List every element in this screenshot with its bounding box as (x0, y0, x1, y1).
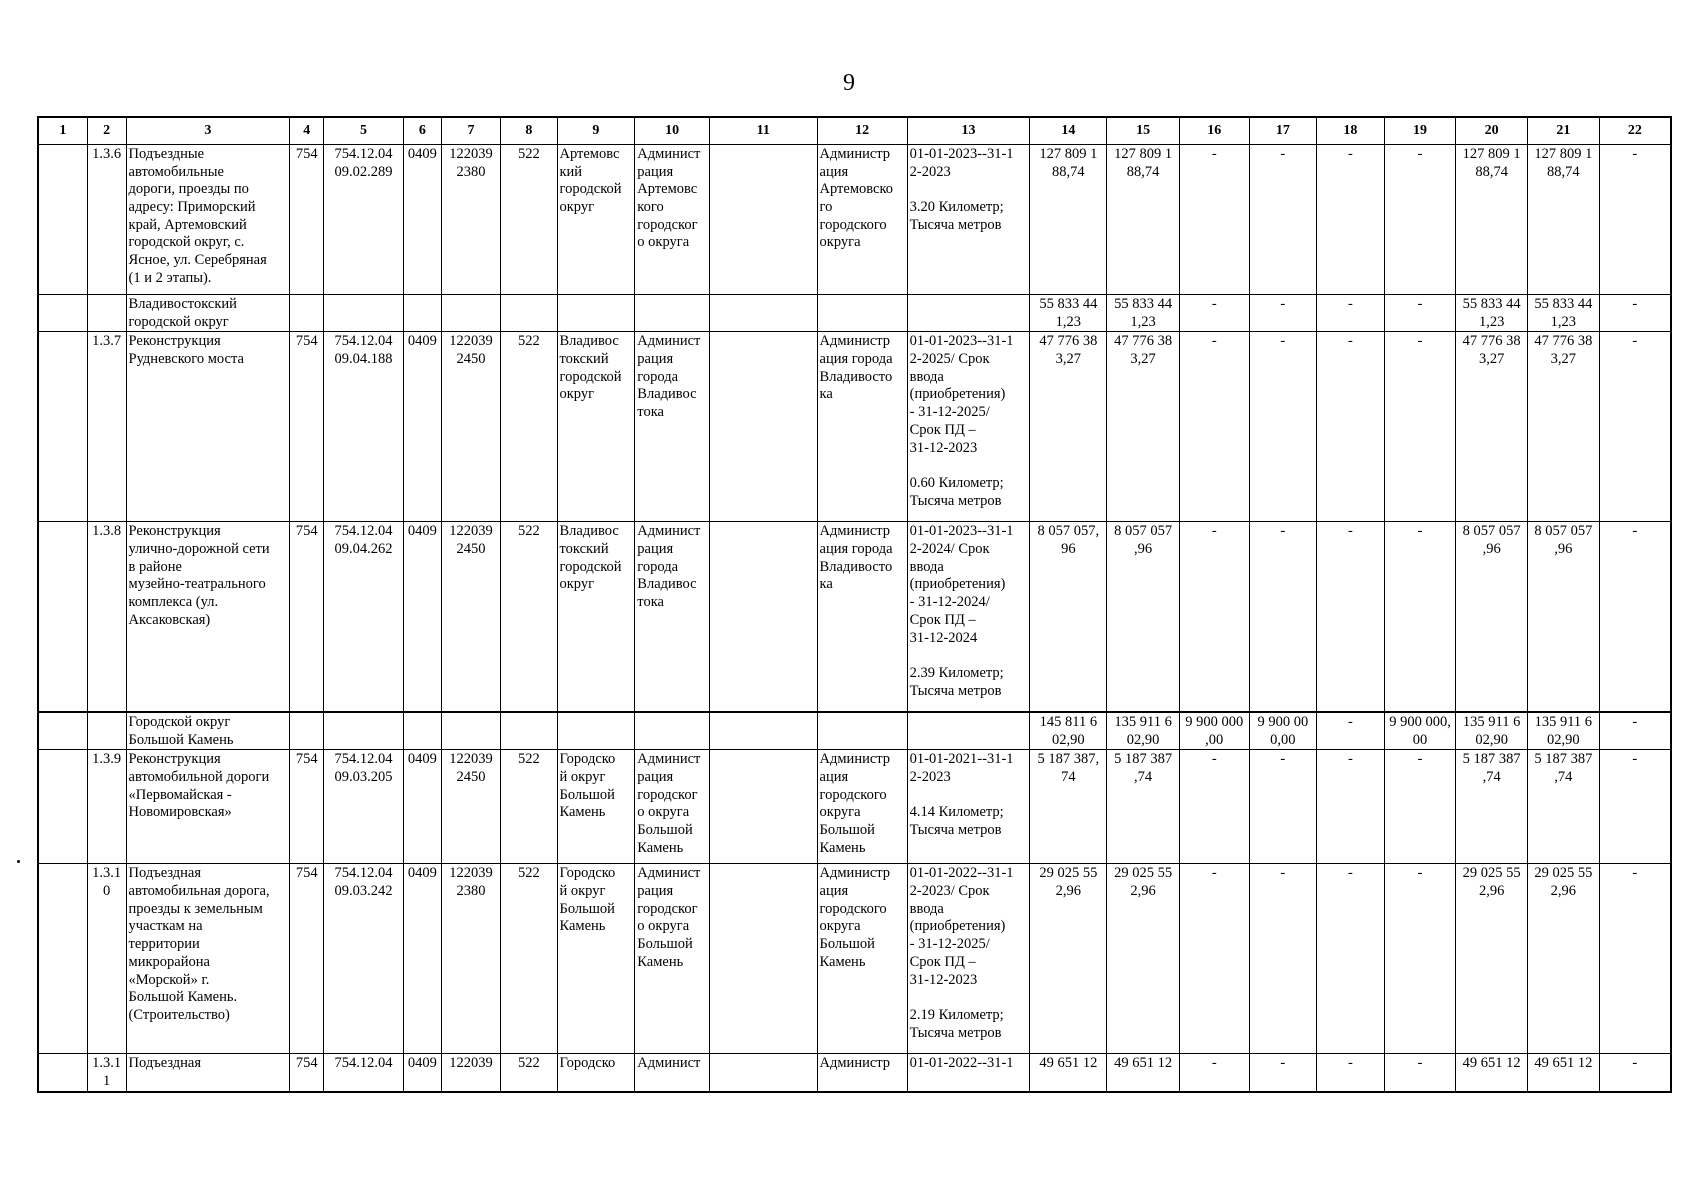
cell-col-22: - (1599, 864, 1671, 1054)
scan-speck (17, 860, 20, 863)
cell-col-17: 9 900 00 0,00 (1249, 712, 1317, 750)
cell-col-13: 01-01-2023--31-1 2-2025/ Срок ввода (приобретения) - 31-12-2025/ Срок ПД – 31-12-2023 0.60 Километр; Тысяча метров (907, 332, 1030, 522)
column-header-1: 1 (38, 117, 87, 145)
cell-col-4 (290, 712, 324, 750)
cell-col-15: 127 809 1 88,74 (1107, 145, 1180, 295)
column-header-16: 16 (1179, 117, 1249, 145)
cell-col-6: 0409 (403, 332, 441, 522)
cell-col-16: 9 900 000 ,00 (1179, 712, 1249, 750)
cell-col-18: - (1317, 295, 1385, 332)
cell-col-13: 01-01-2023--31-1 2-2023 3.20 Километр; Тысяча метров (907, 145, 1030, 295)
group-row (38, 295, 1671, 332)
cell-col-20: 49 651 12 (1456, 1054, 1528, 1092)
cell-col-17: - (1249, 145, 1317, 295)
cell-col-12: Администр ация городского округа Большой Камень (817, 864, 907, 1054)
cell-col-1 (38, 864, 87, 1054)
cell-col-9 (557, 712, 635, 750)
cell-col-15: 5 187 387 ,74 (1107, 750, 1180, 864)
cell-col-10: Админист рация городског о округа Большой Камень (635, 750, 710, 864)
cell-col-19: - (1384, 332, 1456, 522)
cell-col-22: - (1599, 712, 1671, 750)
cell-col-8: 522 (501, 522, 557, 712)
cell-col-5: 754.12.04 09.03.205 (324, 750, 404, 864)
cell-col-16: - (1179, 1054, 1249, 1092)
cell-col-15: 47 776 38 3,27 (1107, 332, 1180, 522)
cell-col-9: Городско й округ Большой Камень (557, 750, 635, 864)
cell-col-12: Администр ация города Владивосто ка (817, 522, 907, 712)
cell-col-6 (403, 295, 441, 332)
cell-col-18: - (1317, 332, 1385, 522)
cell-col-3: Подъездная (126, 1054, 290, 1092)
cell-col-14: 127 809 1 88,74 (1030, 145, 1107, 295)
cell-col-18: - (1317, 522, 1385, 712)
cell-col-16: - (1179, 332, 1249, 522)
column-header-9: 9 (557, 117, 635, 145)
cell-col-1 (38, 145, 87, 295)
cell-col-8: 522 (501, 1054, 557, 1092)
cell-col-2: 1.3.7 (87, 332, 126, 522)
cell-col-14: 29 025 55 2,96 (1030, 864, 1107, 1054)
cell-col-16: - (1179, 864, 1249, 1054)
cell-col-15: 135 911 6 02,90 (1107, 712, 1180, 750)
cell-col-14: 47 776 38 3,27 (1030, 332, 1107, 522)
cell-col-2: 1.3.9 (87, 750, 126, 864)
cell-col-7: 122039 2450 (441, 522, 500, 712)
header-row (38, 117, 1671, 145)
cell-col-7 (441, 712, 500, 750)
column-header-5: 5 (324, 117, 404, 145)
cell-col-16: - (1179, 295, 1249, 332)
cell-col-21: 55 833 44 1,23 (1527, 295, 1599, 332)
cell-col-9: Городско (557, 1054, 635, 1092)
cell-col-1 (38, 522, 87, 712)
column-header-14: 14 (1030, 117, 1107, 145)
cell-col-12: Администр (817, 1054, 907, 1092)
cell-col-2 (87, 295, 126, 332)
column-header-4: 4 (290, 117, 324, 145)
cell-col-3: Подъездная автомобильная дорога, проезды к земельным участкам на территории микрорайона «Морской» г. Большой Камень. (Строительство) (126, 864, 290, 1054)
cell-col-21: 49 651 12 (1527, 1054, 1599, 1092)
column-header-13: 13 (907, 117, 1030, 145)
table-row (38, 750, 1671, 864)
cell-col-18: - (1317, 145, 1385, 295)
column-header-21: 21 (1527, 117, 1599, 145)
cell-col-7: 122039 2380 (441, 145, 500, 295)
cell-col-11 (710, 1054, 818, 1092)
cell-col-5: 754.12.04 09.04.262 (324, 522, 404, 712)
budget-table (37, 116, 1672, 1093)
cell-col-9: Владивос токский городской округ (557, 332, 635, 522)
cell-col-11 (710, 295, 818, 332)
cell-col-4: 754 (290, 522, 324, 712)
cell-col-16: - (1179, 750, 1249, 864)
cell-col-14: 5 187 387, 74 (1030, 750, 1107, 864)
cell-col-12: Администр ация Артемовско го городского округа (817, 145, 907, 295)
cell-col-8 (501, 295, 557, 332)
cell-col-6: 0409 (403, 750, 441, 864)
cell-col-4 (290, 295, 324, 332)
cell-col-13: 01-01-2021--31-1 2-2023 4.14 Километр; Тысяча метров (907, 750, 1030, 864)
cell-col-2 (87, 712, 126, 750)
cell-col-14: 145 811 6 02,90 (1030, 712, 1107, 750)
cell-col-19: - (1384, 522, 1456, 712)
cell-col-12 (817, 295, 907, 332)
cell-col-22: - (1599, 332, 1671, 522)
cell-col-5: 754.12.04 09.04.188 (324, 332, 404, 522)
cell-col-19: - (1384, 145, 1456, 295)
cell-col-20: 135 911 6 02,90 (1456, 712, 1528, 750)
cell-col-12 (817, 712, 907, 750)
cell-col-5: 754.12.04 (324, 1054, 404, 1092)
table-row (38, 522, 1671, 712)
cell-col-6 (403, 712, 441, 750)
cell-col-3: Владивостокский городской округ (126, 295, 290, 332)
cell-col-8: 522 (501, 750, 557, 864)
cell-col-19: - (1384, 864, 1456, 1054)
cell-col-15: 55 833 44 1,23 (1107, 295, 1180, 332)
cell-col-12: Администр ация города Владивосто ка (817, 332, 907, 522)
cell-col-20: 8 057 057 ,96 (1456, 522, 1528, 712)
cell-col-8: 522 (501, 332, 557, 522)
cell-col-4: 754 (290, 332, 324, 522)
cell-col-13 (907, 712, 1030, 750)
cell-col-21: 5 187 387 ,74 (1527, 750, 1599, 864)
cell-col-21: 135 911 6 02,90 (1527, 712, 1599, 750)
cell-col-21: 29 025 55 2,96 (1527, 864, 1599, 1054)
column-header-6: 6 (403, 117, 441, 145)
table-row (38, 145, 1671, 295)
column-header-3: 3 (126, 117, 290, 145)
cell-col-7: 122039 2380 (441, 864, 500, 1054)
cell-col-15: 49 651 12 (1107, 1054, 1180, 1092)
cell-col-20: 47 776 38 3,27 (1456, 332, 1528, 522)
cell-col-20: 127 809 1 88,74 (1456, 145, 1528, 295)
cell-col-6: 0409 (403, 522, 441, 712)
cell-col-13: 01-01-2022--31-1 2-2023/ Срок ввода (приобретения) - 31-12-2025/ Срок ПД – 31-12-2023 2.19 Километр; Тысяча метров (907, 864, 1030, 1054)
cell-col-18: - (1317, 864, 1385, 1054)
column-header-19: 19 (1384, 117, 1456, 145)
column-header-18: 18 (1317, 117, 1385, 145)
column-header-8: 8 (501, 117, 557, 145)
cell-col-2: 1.3.6 (87, 145, 126, 295)
cell-col-20: 29 025 55 2,96 (1456, 864, 1528, 1054)
cell-col-1 (38, 332, 87, 522)
column-header-2: 2 (87, 117, 126, 145)
cell-col-19: 9 900 000, 00 (1384, 712, 1456, 750)
cell-col-22: - (1599, 1054, 1671, 1092)
cell-col-8 (501, 712, 557, 750)
table-row (38, 864, 1671, 1054)
cell-col-18: - (1317, 712, 1385, 750)
cell-col-21: 8 057 057 ,96 (1527, 522, 1599, 712)
cell-col-14: 55 833 44 1,23 (1030, 295, 1107, 332)
cell-col-22: - (1599, 750, 1671, 864)
column-header-7: 7 (441, 117, 500, 145)
cell-col-22: - (1599, 145, 1671, 295)
cell-col-4: 754 (290, 750, 324, 864)
column-header-20: 20 (1456, 117, 1528, 145)
cell-col-5: 754.12.04 09.02.289 (324, 145, 404, 295)
cell-col-19: - (1384, 1054, 1456, 1092)
cell-col-10: Админист рация города Владивос тока (635, 522, 710, 712)
cell-col-7: 122039 (441, 1054, 500, 1092)
cell-col-10: Админист (635, 1054, 710, 1092)
cell-col-7: 122039 2450 (441, 750, 500, 864)
cell-col-8: 522 (501, 864, 557, 1054)
column-header-10: 10 (635, 117, 710, 145)
cell-col-4: 754 (290, 145, 324, 295)
cell-col-1 (38, 1054, 87, 1092)
cell-col-6: 0409 (403, 145, 441, 295)
cell-col-7: 122039 2450 (441, 332, 500, 522)
cell-col-22: - (1599, 522, 1671, 712)
cell-col-17: - (1249, 750, 1317, 864)
cell-col-15: 29 025 55 2,96 (1107, 864, 1180, 1054)
cell-col-2: 1.3.8 (87, 522, 126, 712)
cell-col-13 (907, 295, 1030, 332)
cell-col-11 (710, 864, 818, 1054)
cell-col-2: 1.3.11 (87, 1054, 126, 1092)
cell-col-10 (635, 712, 710, 750)
cell-col-3: Реконструкция улично-дорожной сети в районе музейно-театрального комплекса (ул. Аксаковская) (126, 522, 290, 712)
cell-col-22: - (1599, 295, 1671, 332)
cell-col-3: Реконструкция Рудневского моста (126, 332, 290, 522)
cell-col-2: 1.3.10 (87, 864, 126, 1054)
cell-col-3: Реконструкция автомобильной дороги «Первомайская - Новомировская» (126, 750, 290, 864)
cell-col-11 (710, 332, 818, 522)
page-number: 9 (843, 70, 855, 96)
cell-col-1 (38, 712, 87, 750)
cell-col-21: 47 776 38 3,27 (1527, 332, 1599, 522)
group-row (38, 712, 1671, 750)
cell-col-1 (38, 750, 87, 864)
cell-col-10: Админист рация Артемовс кого городског о округа (635, 145, 710, 295)
cell-col-12: Администр ация городского округа Большой Камень (817, 750, 907, 864)
cell-col-3: Подъездные автомобильные дороги, проезды по адресу: Приморский край, Артемовский городской округ, с. Ясное, ул. Серебряная (1 и 2 этапы). (126, 145, 290, 295)
cell-col-5 (324, 295, 404, 332)
cell-col-16: - (1179, 145, 1249, 295)
cell-col-19: - (1384, 750, 1456, 864)
cell-col-15: 8 057 057 ,96 (1107, 522, 1180, 712)
column-header-22: 22 (1599, 117, 1671, 145)
cell-col-21: 127 809 1 88,74 (1527, 145, 1599, 295)
column-header-15: 15 (1107, 117, 1180, 145)
cell-col-10: Админист рация города Владивос тока (635, 332, 710, 522)
cell-col-6: 0409 (403, 864, 441, 1054)
cell-col-8: 522 (501, 145, 557, 295)
cell-col-17: - (1249, 332, 1317, 522)
cell-col-4: 754 (290, 1054, 324, 1092)
table-row (38, 1054, 1671, 1092)
cell-col-13: 01-01-2022--31-1 (907, 1054, 1030, 1092)
cell-col-5 (324, 712, 404, 750)
cell-col-20: 55 833 44 1,23 (1456, 295, 1528, 332)
cell-col-5: 754.12.04 09.03.242 (324, 864, 404, 1054)
cell-col-17: - (1249, 522, 1317, 712)
cell-col-9 (557, 295, 635, 332)
cell-col-17: - (1249, 864, 1317, 1054)
cell-col-20: 5 187 387 ,74 (1456, 750, 1528, 864)
column-header-12: 12 (817, 117, 907, 145)
cell-col-18: - (1317, 750, 1385, 864)
cell-col-19: - (1384, 295, 1456, 332)
cell-col-17: - (1249, 295, 1317, 332)
cell-col-11 (710, 522, 818, 712)
cell-col-9: Городско й округ Большой Камень (557, 864, 635, 1054)
cell-col-1 (38, 295, 87, 332)
table-row (38, 332, 1671, 522)
cell-col-6: 0409 (403, 1054, 441, 1092)
cell-col-10: Админист рация городског о округа Большой Камень (635, 864, 710, 1054)
cell-col-10 (635, 295, 710, 332)
cell-col-9: Владивос токский городской округ (557, 522, 635, 712)
cell-col-4: 754 (290, 864, 324, 1054)
cell-col-3: Городской округ Большой Камень (126, 712, 290, 750)
cell-col-17: - (1249, 1054, 1317, 1092)
cell-col-7 (441, 295, 500, 332)
cell-col-16: - (1179, 522, 1249, 712)
cell-col-13: 01-01-2023--31-1 2-2024/ Срок ввода (приобретения) - 31-12-2024/ Срок ПД – 31-12-2024 2.39 Километр; Тысяча метров (907, 522, 1030, 712)
cell-col-18: - (1317, 1054, 1385, 1092)
cell-col-14: 49 651 12 (1030, 1054, 1107, 1092)
cell-col-11 (710, 712, 818, 750)
column-header-17: 17 (1249, 117, 1317, 145)
cell-col-9: Артемовс кий городской округ (557, 145, 635, 295)
cell-col-11 (710, 145, 818, 295)
cell-col-14: 8 057 057, 96 (1030, 522, 1107, 712)
column-header-11: 11 (710, 117, 818, 145)
cell-col-11 (710, 750, 818, 864)
